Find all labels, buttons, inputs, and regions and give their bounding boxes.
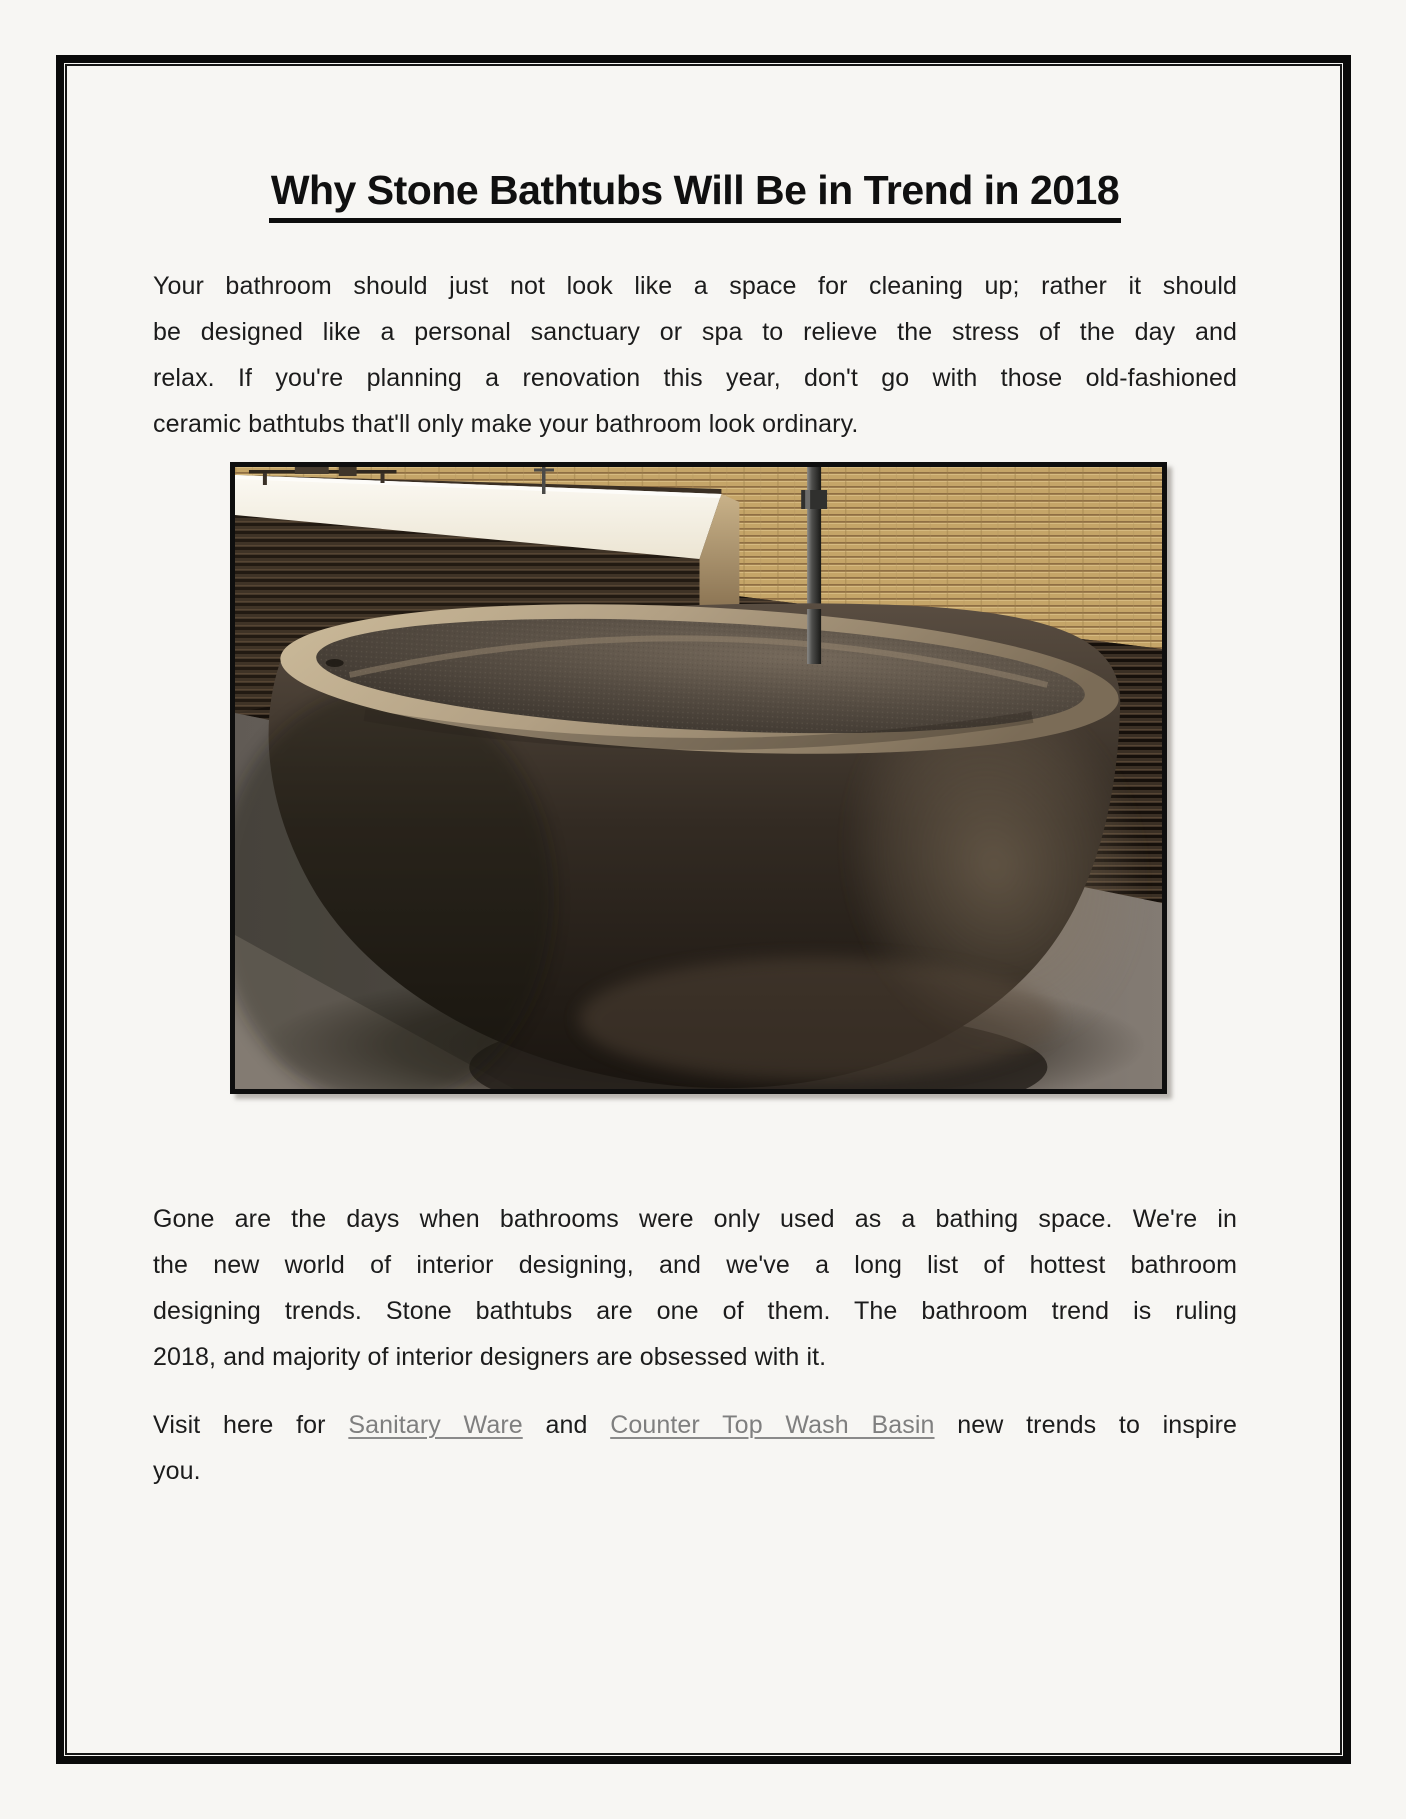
text-line xyxy=(153,355,1237,401)
text-line xyxy=(153,263,1237,309)
text-segment: and xyxy=(522,1411,611,1439)
bathtub-photo xyxy=(230,462,1167,1094)
page-border-inner-line xyxy=(65,64,1342,1755)
text-segment: Your bathroom should just not look like a space for cleaning up; rather it should xyxy=(153,272,1237,300)
text-line xyxy=(153,1288,1237,1334)
text-segment: be designed like a personal sanctuary or spa to relieve the stress of the day and xyxy=(153,318,1237,346)
text-segment: you. xyxy=(153,1457,201,1485)
text-segment: Gone are the days when bathrooms were only used as a bathing space. We're in xyxy=(153,1205,1237,1233)
text-segment: Visit here for xyxy=(153,1411,349,1439)
paragraph-2 xyxy=(153,1196,1237,1380)
title-row xyxy=(153,166,1237,223)
counter-top-wash-basin-link[interactable]: Counter Top Wash Basin xyxy=(610,1411,935,1439)
text-segment: the new world of interior designing, and we've a long list of hottest bathroom xyxy=(153,1251,1237,1279)
stone-bathtub xyxy=(235,587,1162,1089)
tub-drain xyxy=(326,659,344,667)
text-segment: ceramic bathtubs that'll only make your bathroom look ordinary. xyxy=(153,410,859,438)
text-line xyxy=(153,1448,1237,1494)
text-line xyxy=(153,1334,1237,1380)
text-segment: new trends to inspire xyxy=(934,1411,1237,1439)
document-content xyxy=(67,66,1340,1753)
text-line xyxy=(153,1242,1237,1288)
text-line xyxy=(153,1196,1237,1242)
page-title: Why Stone Bathtubs Will Be in Trend in 2018 xyxy=(269,166,1121,223)
faucet-over-rim xyxy=(807,609,821,664)
text-line xyxy=(153,401,1237,447)
bathtub-photo-graphic xyxy=(235,467,1162,1089)
sanitary-ware-link[interactable]: Sanitary Ware xyxy=(348,1411,523,1439)
text-line xyxy=(153,1402,1237,1448)
paragraph-3 xyxy=(153,1402,1237,1494)
text-segment: designing trends. Stone bathtubs are one of them. The bathroom trend is ruling xyxy=(153,1297,1237,1325)
text-line xyxy=(153,309,1237,355)
page-border-frame xyxy=(56,55,1351,1764)
paragraph-1 xyxy=(153,263,1237,447)
text-segment: relax. If you're planning a renovation this year, don't go with those old-fashioned xyxy=(153,364,1237,392)
text-segment: 2018, and majority of interior designers are obsessed with it. xyxy=(153,1343,827,1371)
